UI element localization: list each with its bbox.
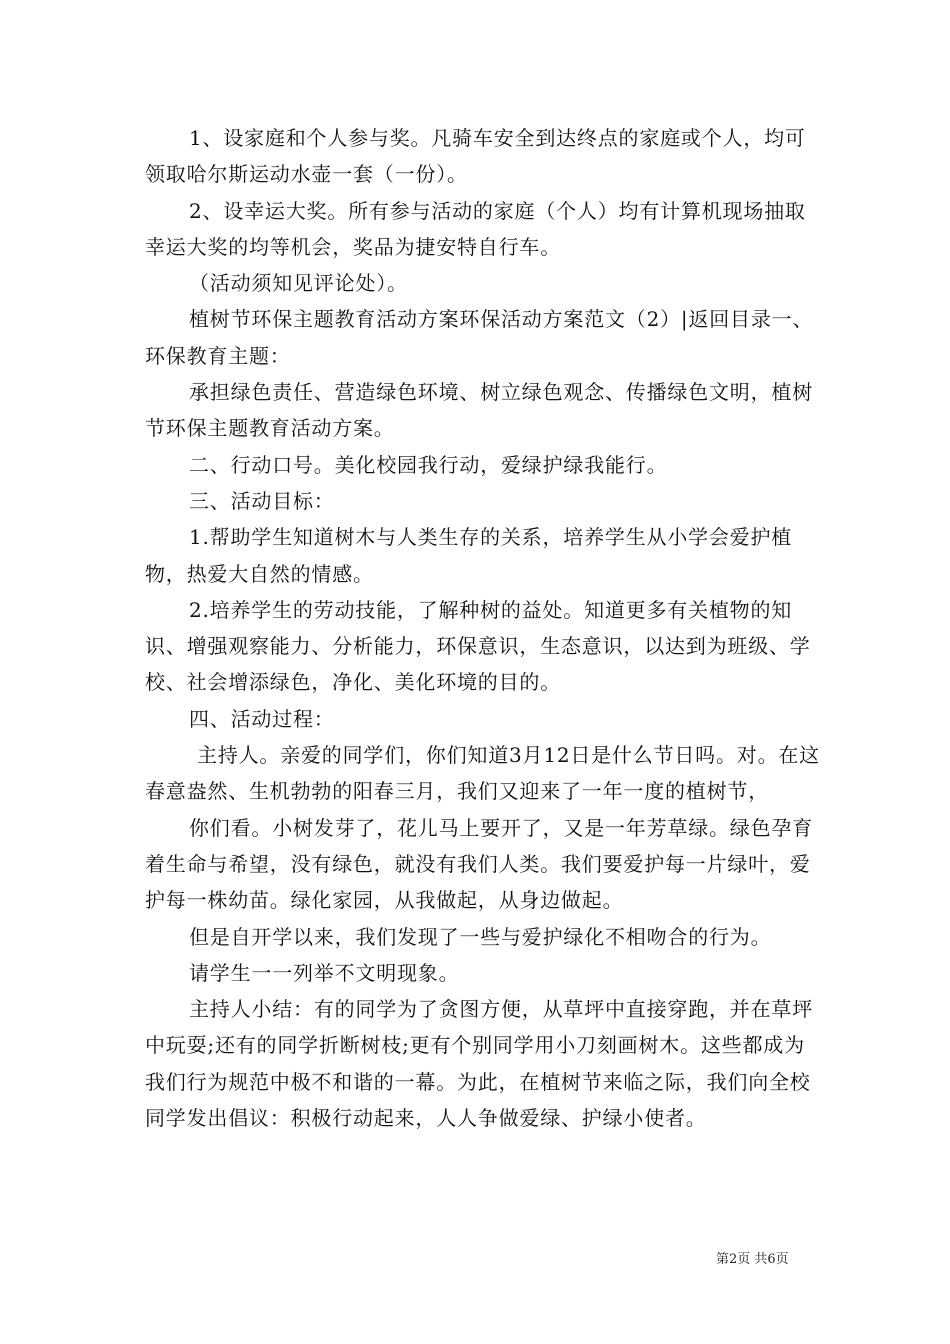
paragraph-slogan: 二、行动口号。美化校园我行动，爱绿护绿我能行。 (189, 452, 668, 477)
paragraph-theme: 承担绿色责任、营造绿色环境、树立绿色观念、传播绿色文明，植树节环保主题教育活动方案。 (145, 380, 813, 441)
paragraph-award-lucky: 2、设幸运大奖。所有参与活动的家庭（个人）均有计算机现场抽取幸运大奖的均等机会，奖品为捷安特自行车。 (145, 198, 806, 259)
paragraph-host-summary: 主持人小结：有的同学为了贪图方便，从草坪中直接穿跑，并在草坪中玩耍;还有的同学折断树枝;更有个别同学用小刀刻画树木。这些都成为我们行为规范中极不和谐的一幕。为此，在植树节来临之际，我们向全校同学发出倡议：积极行动起来，人人争做爱绿、护绿小使者。 (145, 997, 813, 1131)
paragraph-process-heading: 四、活动过程： (189, 706, 335, 731)
paragraph-goals-heading: 三、活动目标： (189, 488, 335, 513)
paragraph-look: 你们看。小树发芽了，花儿马上要开了，又是一年芳草绿。绿色孕育着生命与希望，没有绿色，就没有我们人类。我们要爱护每一片绿叶，爱护每一株幼苗。绿化家园，从我做起，从身边做起。 (145, 815, 813, 913)
page-number-footer: 第2页 共6页 (716, 1252, 789, 1267)
paragraph-plan-title: 植树节环保主题教育活动方案环保活动方案范文（2）|返回目录一、环保教育主题： (145, 307, 814, 368)
paragraph-list-phenomena: 请学生一一列举不文明现象。 (189, 960, 460, 985)
paragraph-award-participation: 1、设家庭和个人参与奖。凡骑车安全到达终点的家庭或个人，均可领取哈尔斯运动水壶一套（一份）。 (145, 126, 806, 187)
paragraph-goal-2: 2.培养学生的劳动技能，了解种树的益处。知道更多有关植物的知识、增强观察能力、分析能力，环保意识，生态意识，以达到为班级、学校、社会增添绿色，净化、美化环境的目的。 (145, 597, 811, 695)
paragraph-behavior: 但是自开学以来，我们发现了一些与爱护绿化不相吻合的行为。 (189, 924, 772, 949)
paragraph-notice: （活动须知见评论处）。 (189, 271, 408, 296)
paragraph-goal-1: 1.帮助学生知道树木与人类生存的关系，培养学生从小学会爱护植物，热爱大自然的情感。 (145, 525, 793, 586)
paragraph-host-intro: 主持人。亲爱的同学们，你们知道3月12日是什么节日吗。对。在这春意盎然、生机勃勃的阳春三月，我们又迎来了一年一度的植树节， (145, 743, 820, 804)
document-body (145, 120, 820, 1136)
